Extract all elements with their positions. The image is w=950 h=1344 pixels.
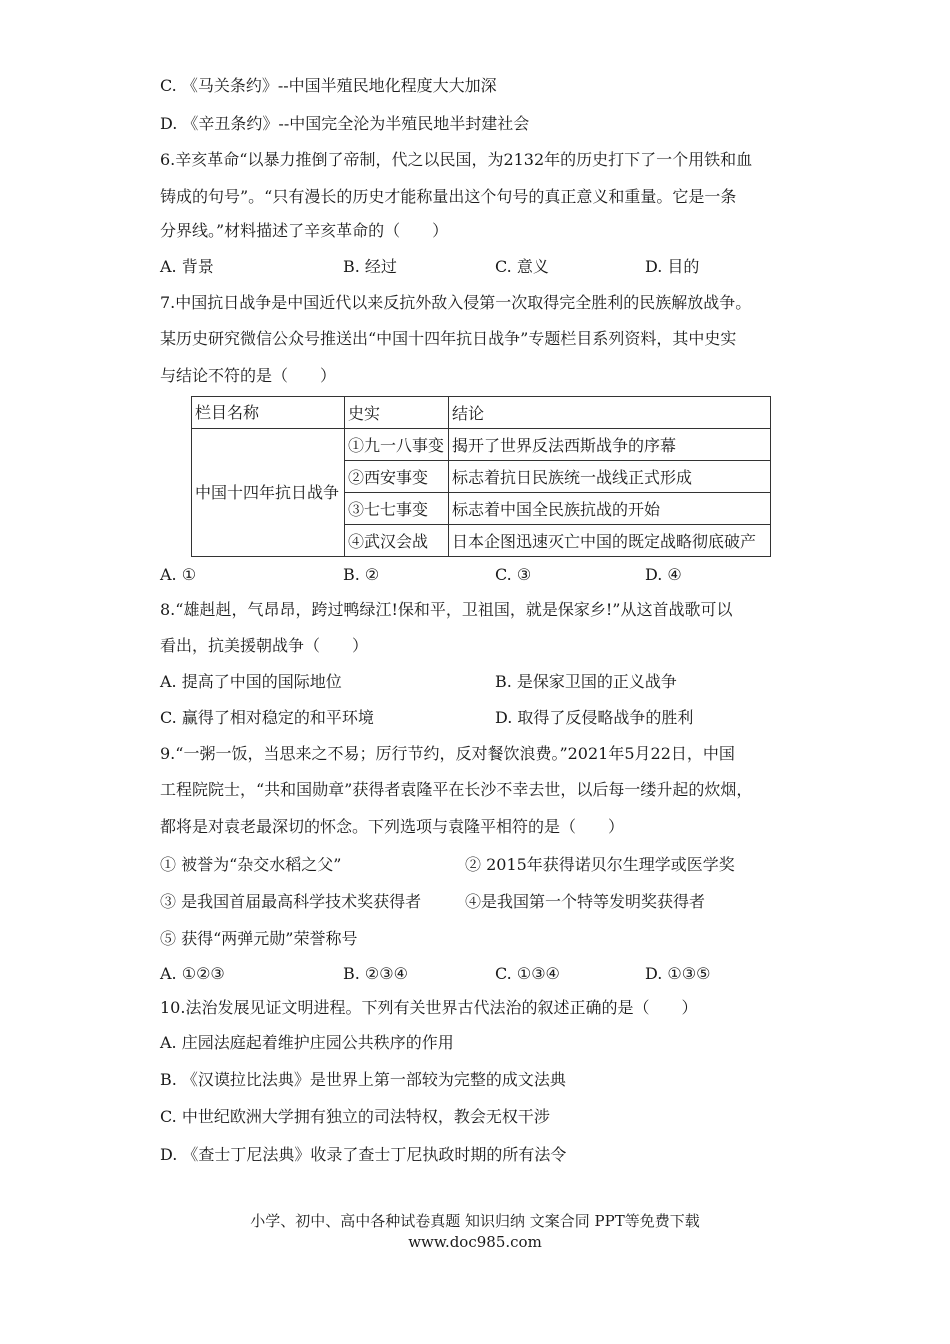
q9-item-4: ④是我国第一个特等发明奖获得者: [465, 892, 706, 911]
table-cell-fact: ③七七事变: [345, 493, 449, 525]
q6-stem-line3: 分界线。”材料描述了辛亥革命的（ ）: [160, 221, 449, 240]
table-cell-fact: ②西安事变: [345, 461, 449, 493]
q9-stem-line3: 都将是对袁老最深切的怀念。下列选项与袁隆平相符的是（ ）: [160, 817, 625, 836]
q9-option-d: D. ①③⑤: [645, 964, 711, 983]
table-cell-fact: ①九一八事变: [345, 429, 449, 461]
q9-option-b: B. ②③④: [343, 964, 408, 983]
table-cell-conclusion: 日本企图迅速灭亡中国的既定战略彻底破产: [449, 525, 771, 557]
q8-option-b: B. 是保家卫国的正义战争: [495, 672, 677, 691]
q7-option-b: B. ②: [343, 565, 380, 584]
q6-stem-line2: 铸成的句号”。“只有漫长的历史才能称量出这个句号的真正意义和重量。它是一条: [160, 187, 737, 206]
q8-option-d: D. 取得了反侵略战争的胜利: [495, 708, 694, 727]
q9-stem-line1: 9.“一粥一饭，当思来之不易；厉行节约，反对餐饮浪费。”2021年5月22日，中国: [160, 744, 735, 763]
q7-table: [191, 396, 771, 557]
q8-option-c: C. 赢得了相对稳定的和平环境: [160, 708, 374, 727]
table-cell-fact: ④武汉会战: [345, 525, 449, 557]
q6-option-a: A. 背景: [160, 257, 214, 276]
q10-option-b: B. 《汉谟拉比法典》是世界上第一部较为完整的成文法典: [160, 1070, 566, 1089]
footer-ad: 小学、初中、高中各种试卷真题 知识归纳 文案合同 PPT等免费下载: [250, 1212, 700, 1230]
q10-option-c: C. 中世纪欧洲大学拥有独立的司法特权，教会无权干涉: [160, 1107, 550, 1126]
table-row: [192, 429, 771, 461]
q7-option-a: A. ①: [160, 565, 197, 584]
q9-stem-line2: 工程院院士，“共和国勋章”获得者袁隆平在长沙不幸去世，以后每一缕升起的炊烟，: [160, 780, 753, 799]
q9-option-c: C. ①③④: [495, 964, 560, 983]
q6-option-d: D. 目的: [645, 257, 700, 276]
q5-option-c: C. 《马关条约》--中国半殖民地化程度大大加深: [160, 76, 497, 95]
q5-option-d: D. 《辛丑条约》--中国完全沦为半殖民地半封建社会: [160, 114, 530, 133]
q8-option-a: A. 提高了中国的国际地位: [160, 672, 342, 691]
table-header-cell: 结论: [449, 397, 771, 429]
table-header-cell: 栏目名称: [192, 397, 345, 429]
q7-option-d: D. ④: [645, 565, 682, 584]
footer-url[interactable]: www.doc985.com: [408, 1233, 542, 1251]
q7-option-c: C. ③: [495, 565, 532, 584]
table-cell-conclusion: 标志着抗日民族统一战线正式形成: [449, 461, 771, 493]
table-header-row: [192, 397, 771, 429]
table-cell-conclusion: 标志着中国全民族抗战的开始: [449, 493, 771, 525]
q7-stem-line1: 7.中国抗日战争是中国近代以来反抗外敌入侵第一次取得完全胜利的民族解放战争。: [160, 293, 752, 312]
q9-item-5: ⑤ 获得“两弹元勋”荣誉称号: [160, 929, 358, 948]
q8-stem-line1: 8.“雄赳赳，气昂昂，跨过鸭绿江!保和平，卫祖国，就是保家乡!”从这首战歌可以: [160, 600, 733, 619]
q8-stem-line2: 看出，抗美援朝战争（ ）: [160, 636, 369, 655]
q10-stem: 10.法治发展见证文明进程。下列有关世界古代法治的叙述正确的是（ ）: [160, 998, 698, 1017]
q10-option-d: D. 《查士丁尼法典》收录了查士丁尼执政时期的所有法令: [160, 1145, 567, 1164]
q9-item-2: ② 2015年获得诺贝尔生理学或医学奖: [465, 855, 735, 874]
q6-option-b: B. 经过: [343, 257, 397, 276]
table-group-cell: 中国十四年抗日战争: [192, 429, 345, 557]
q6-stem-line1: 6.辛亥革命“以暴力推倒了帝制，代之以民国，为2132年的历史打下了一个用铁和血: [160, 150, 753, 169]
q9-item-1: ① 被誉为“杂交水稻之父”: [160, 855, 342, 874]
q7-stem-line2: 某历史研究微信公众号推送出“中国十四年抗日战争”专题栏目系列资料，其中史实: [160, 329, 737, 348]
q7-stem-line3: 与结论不符的是（ ）: [160, 366, 337, 385]
table-cell-conclusion: 揭开了世界反法西斯战争的序幕: [449, 429, 771, 461]
q9-item-3: ③ 是我国首届最高科学技术奖获得者: [160, 892, 422, 911]
q6-option-c: C. 意义: [495, 257, 549, 276]
table-header-cell: 史实: [345, 397, 449, 429]
q9-option-a: A. ①②③: [160, 964, 225, 983]
q10-option-a: A. 庄园法庭起着维护庄园公共秩序的作用: [160, 1033, 454, 1052]
